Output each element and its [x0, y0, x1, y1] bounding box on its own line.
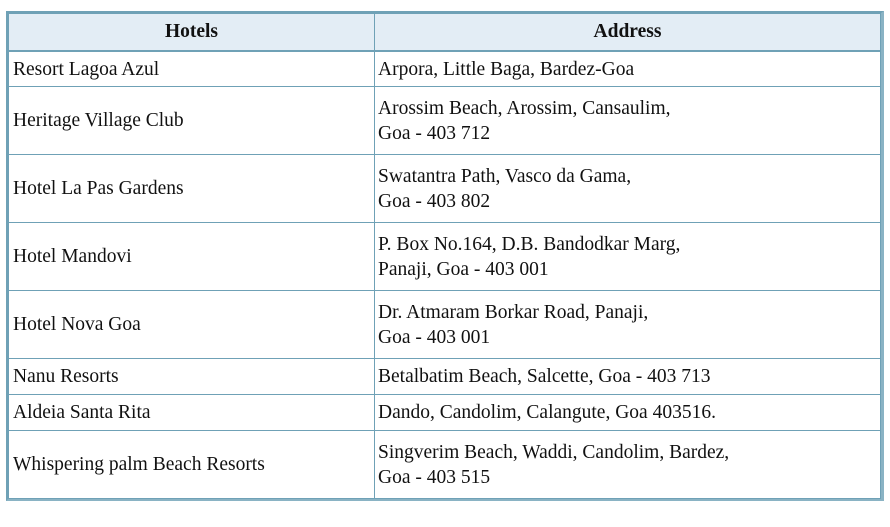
header-row	[9, 14, 881, 52]
address-line: Goa - 403 001	[378, 326, 491, 348]
table-row	[9, 359, 881, 395]
address-line: P. Box No.164, D.B. Bandodkar Marg,	[378, 233, 681, 255]
table-row	[9, 223, 881, 291]
hotel-name: Resort Lagoa Azul	[9, 51, 375, 87]
hotel-name: Aldeia Santa Rita	[9, 395, 375, 431]
address-line: Swatantra Path, Vasco da Gama,	[378, 165, 632, 187]
hotel-name: Whispering palm Beach Resorts	[9, 431, 375, 499]
address-line: Dando, Candolim, Calangute, Goa 403516.	[378, 402, 716, 423]
address-line: Singverim Beach, Waddi, Candolim, Bardez,	[378, 441, 730, 463]
address-line: Betalbatim Beach, Salcette, Goa - 403 713	[378, 366, 711, 387]
table-row	[9, 291, 881, 359]
hotels-table	[8, 13, 881, 499]
address-line: Arossim Beach, Arossim, Cansaulim,	[378, 97, 671, 119]
header-hotels: Hotels	[9, 14, 375, 52]
hotel-name: Hotel La Pas Gardens	[9, 155, 375, 223]
address-line: Dr. Atmaram Borkar Road, Panaji,	[378, 301, 649, 323]
table-row	[9, 87, 881, 155]
address-line: Goa - 403 515	[378, 466, 491, 488]
hotel-name: Nanu Resorts	[9, 359, 375, 395]
hotel-address	[375, 223, 881, 291]
address-line: Arpora, Little Baga, Bardez-Goa	[378, 58, 635, 80]
table-row	[9, 155, 881, 223]
header-address: Address	[375, 14, 881, 52]
address-line: Goa - 403 712	[378, 122, 491, 144]
hotel-address	[375, 155, 881, 223]
hotel-address	[375, 431, 881, 499]
hotel-address	[375, 359, 881, 395]
hotel-name: Heritage Village Club	[9, 87, 375, 155]
address-line: Panaji, Goa - 403 001	[378, 258, 549, 280]
hotels-table-container	[6, 11, 884, 501]
hotel-address	[375, 87, 881, 155]
hotel-name: Hotel Nova Goa	[9, 291, 375, 359]
hotel-address	[375, 395, 881, 431]
table-row	[9, 51, 881, 87]
table-row	[9, 395, 881, 431]
hotel-address	[375, 51, 881, 87]
hotel-address	[375, 291, 881, 359]
table-row	[9, 431, 881, 499]
hotel-name: Hotel Mandovi	[9, 223, 375, 291]
address-line: Goa - 403 802	[378, 190, 491, 212]
